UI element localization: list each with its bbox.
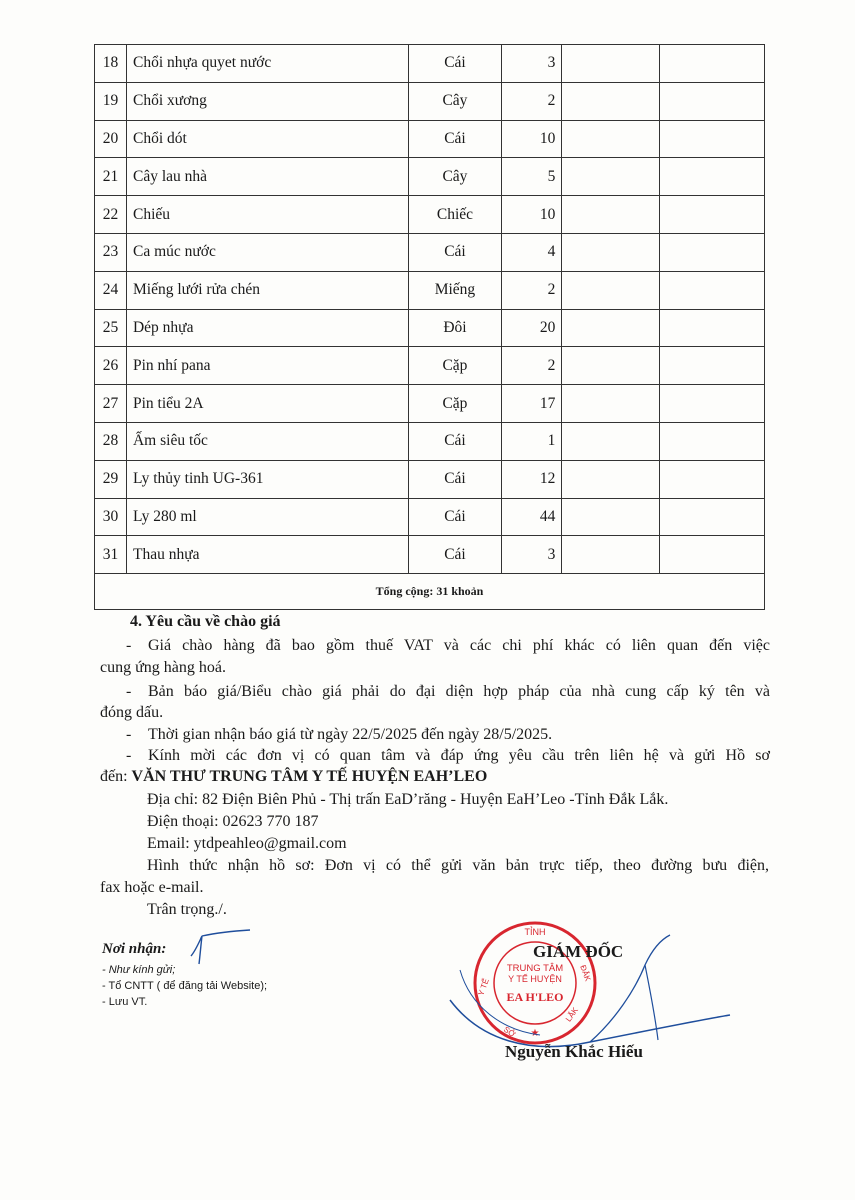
table-row [95, 536, 765, 574]
item-unit: Đôi [408, 309, 502, 347]
row-number: 24 [95, 271, 127, 309]
bullet-dash: - [126, 747, 132, 764]
empty-cell [562, 82, 660, 120]
recipient-item: - Lưu VT. [102, 996, 148, 1008]
item-unit: Cái [408, 498, 502, 536]
item-quantity: 10 [502, 120, 562, 158]
item-name: Ly thủy tinh UG-361 [126, 460, 408, 498]
empty-cell [660, 158, 765, 196]
row-number: 31 [95, 536, 127, 574]
empty-cell [562, 460, 660, 498]
empty-cell [660, 233, 765, 271]
item-name: Ly 280 ml [126, 498, 408, 536]
stamp-bottom-text: SỞ [501, 1024, 518, 1040]
table-row [95, 347, 765, 385]
item-quantity: 2 [502, 271, 562, 309]
item-name: Ấm siêu tốc [126, 422, 408, 460]
empty-cell [660, 347, 765, 385]
item-quantity: 3 [502, 45, 562, 83]
stamp-top-text: TỈNH [524, 927, 546, 937]
address-line: Địa chỉ: 82 Điện Biên Phủ - Thị trấn EaD’răng - Huyện EaH’Leo -Tỉnh Đắk Lắk. [147, 791, 669, 808]
empty-cell [562, 196, 660, 234]
empty-cell [660, 45, 765, 83]
initial-mark-icon [188, 928, 258, 968]
stamp-star-icon: ★ [530, 1028, 540, 1039]
row-number: 25 [95, 309, 127, 347]
paragraph-invite-line-1 [100, 746, 770, 766]
item-quantity: 2 [502, 82, 562, 120]
empty-cell [562, 385, 660, 423]
stamp-right-text: ĐẮK [578, 963, 593, 983]
items-table [94, 44, 765, 610]
table-row [95, 498, 765, 536]
item-quantity: 1 [502, 422, 562, 460]
empty-cell [562, 498, 660, 536]
item-unit: Chiếc [408, 196, 502, 234]
stamp-line-1: TRUNG TÂM [506, 963, 564, 974]
stamp-bottom-right-text: LẮK [563, 1005, 580, 1024]
row-number: 28 [95, 422, 127, 460]
item-quantity: 17 [502, 385, 562, 423]
item-name: Chiếu [126, 196, 408, 234]
stamp-line-3: EA H'LEO [506, 990, 564, 1004]
item-name: Miếng lưới rửa chén [126, 271, 408, 309]
item-unit: Cặp [408, 347, 502, 385]
empty-cell [660, 536, 765, 574]
recipients-title: Nơi nhận: [102, 941, 167, 957]
item-unit: Cái [408, 120, 502, 158]
item-name: Pin nhí pana [126, 347, 408, 385]
empty-cell [562, 536, 660, 574]
table-row [95, 158, 765, 196]
paragraph-time [100, 725, 770, 745]
item-unit: Cái [408, 233, 502, 271]
row-number: 22 [95, 196, 127, 234]
paragraph-signing-line-1 [100, 682, 770, 702]
empty-cell [562, 422, 660, 460]
row-number: 30 [95, 498, 127, 536]
table-row [95, 422, 765, 460]
paragraph-invite-line-2 [100, 767, 770, 787]
table-row [95, 120, 765, 158]
paragraph-vat-line-1 [100, 636, 770, 656]
item-name: Ca múc nước [126, 233, 408, 271]
total-label: Tổng cộng: 31 khoản [95, 574, 765, 610]
table-row [95, 45, 765, 83]
row-number: 20 [95, 120, 127, 158]
bullet-dash: - [126, 726, 132, 743]
item-unit: Cái [408, 536, 502, 574]
items-table-body [95, 45, 765, 610]
signer-name: Nguyễn Khắc Hiếu [505, 1042, 643, 1061]
item-unit: Cái [408, 45, 502, 83]
item-unit: Miếng [408, 271, 502, 309]
empty-cell [562, 233, 660, 271]
empty-cell [562, 347, 660, 385]
bullet-dash: - [126, 637, 132, 654]
paragraph-vat-line-2: cung ứng hàng hoá. [100, 659, 226, 676]
paragraph-text: Kính mời các đơn vị có quan tâm và đáp ứng yêu cầu trên liên hệ và gửi Hồ sơ [148, 747, 770, 764]
item-quantity: 12 [502, 460, 562, 498]
item-unit: Cái [408, 460, 502, 498]
method-line-2: fax hoặc e-mail. [100, 879, 204, 896]
table-row [95, 82, 765, 120]
item-unit: Cặp [408, 385, 502, 423]
item-quantity: 5 [502, 158, 562, 196]
row-number: 23 [95, 233, 127, 271]
stamp-line-2: Y TẾ HUYỆN [508, 974, 562, 984]
empty-cell [660, 422, 765, 460]
table-row [95, 271, 765, 309]
table-row [95, 309, 765, 347]
row-number: 21 [95, 158, 127, 196]
total-row [95, 574, 765, 610]
item-name: Chổi dót [126, 120, 408, 158]
signer-title: GIÁM ĐỐC [533, 942, 624, 961]
email-line[interactable]: Email: ytdpeahleo@gmail.com [147, 835, 347, 852]
stamp-left-text: Y TẾ [476, 977, 491, 997]
empty-cell [660, 498, 765, 536]
empty-cell [562, 309, 660, 347]
row-number: 29 [95, 460, 127, 498]
empty-cell [562, 158, 660, 196]
empty-cell [660, 196, 765, 234]
empty-cell [660, 309, 765, 347]
row-number: 19 [95, 82, 127, 120]
paragraph-text: Giá chào hàng đã bao gồm thuế VAT và các chi phí khác có liên quan đến việc [148, 637, 770, 654]
empty-cell [660, 120, 765, 158]
item-unit: Cây [408, 158, 502, 196]
item-name: Thau nhựa [126, 536, 408, 574]
row-number: 26 [95, 347, 127, 385]
row-number: 18 [95, 45, 127, 83]
table-row [95, 233, 765, 271]
item-unit: Cây [408, 82, 502, 120]
empty-cell [562, 45, 660, 83]
empty-cell [660, 460, 765, 498]
row-number: 27 [95, 385, 127, 423]
bullet-dash: - [126, 683, 132, 700]
table-row [95, 385, 765, 423]
item-quantity: 44 [502, 498, 562, 536]
item-quantity: 2 [502, 347, 562, 385]
empty-cell [660, 385, 765, 423]
item-name: Cây lau nhà [126, 158, 408, 196]
item-name: Chổi xương [126, 82, 408, 120]
item-quantity: 3 [502, 536, 562, 574]
table-row [95, 196, 765, 234]
paragraph-text: đến: [100, 768, 132, 785]
item-quantity: 20 [502, 309, 562, 347]
empty-cell [660, 82, 765, 120]
item-unit: Cái [408, 422, 502, 460]
recipient-item: - Tổ CNTT ( để đăng tải Website); [102, 980, 268, 992]
item-quantity: 10 [502, 196, 562, 234]
item-name: Pin tiểu 2A [126, 385, 408, 423]
recipient-office: VĂN THƯ TRUNG TÂM Y TẾ HUYỆN EAH’LEO [131, 768, 488, 785]
empty-cell [562, 271, 660, 309]
paragraph-text: Bản báo giá/Biểu chào giá phải do đại diện hợp pháp của nhà cung cấp ký tên và [148, 683, 770, 700]
empty-cell [660, 271, 765, 309]
table-row [95, 460, 765, 498]
closing-line: Trân trọng./. [147, 901, 227, 918]
paragraph-signing-line-2: đóng dấu. [100, 704, 164, 721]
empty-cell [562, 120, 660, 158]
phone-line: Điện thoại: 02623 770 187 [147, 813, 319, 830]
paragraph-text: Thời gian nhận báo giá từ ngày 22/5/2025 đến ngày 28/5/2025. [148, 726, 553, 743]
recipient-item: - Như kính gửi; [102, 964, 176, 976]
item-name: Dép nhựa [126, 309, 408, 347]
item-name: Chổi nhựa quyet nước [126, 45, 408, 83]
method-line-1: Hình thức nhận hồ sơ: Đơn vị có thể gửi văn bản trực tiếp, theo đường bưu điện, [147, 857, 769, 874]
section-title: 4. Yêu cầu về chào giá [130, 613, 281, 630]
item-quantity: 4 [502, 233, 562, 271]
